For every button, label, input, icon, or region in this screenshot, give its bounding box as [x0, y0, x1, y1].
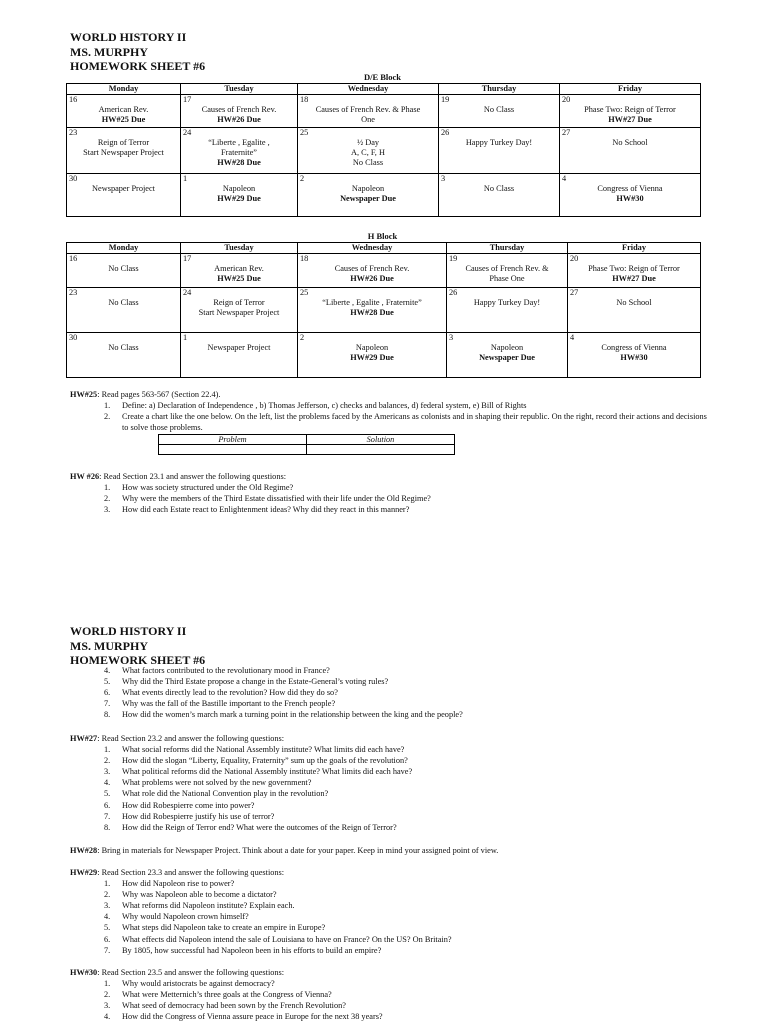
de-day-header-monday: Monday: [67, 84, 181, 95]
question-number: 4.: [104, 778, 111, 788]
question-number: 3.: [104, 901, 111, 911]
date-number: 26: [449, 288, 458, 297]
cell-text: American Rev.: [214, 264, 264, 273]
cell-text: Fraternite”: [221, 148, 257, 157]
hw30-question-4: [70, 1011, 710, 1022]
de-day-cell-3: [439, 174, 560, 217]
hw25-question-1: [70, 400, 710, 411]
hw29-question-2: [70, 889, 710, 900]
due-label: HW#26 Due: [350, 274, 394, 283]
h-day-header-tuesday: Tuesday: [181, 243, 298, 254]
question-text: What reforms did Napoleon institute? Explain each.: [122, 901, 295, 911]
hw26-question-7: [70, 698, 710, 709]
question-text: What problems were not solved by the new government?: [122, 778, 312, 788]
de-day-header-tuesday: Tuesday: [181, 84, 298, 95]
due-label: HW#28 Due: [350, 308, 394, 317]
hw29-list: [70, 878, 710, 956]
date-number: 2: [300, 174, 305, 183]
question-number: 3.: [104, 767, 111, 777]
cell-text: No Class: [108, 264, 139, 273]
date-number: 16: [69, 95, 78, 104]
h-day-cell-16: [67, 254, 181, 288]
date-number: 24: [183, 288, 192, 297]
hw30-question-2: [70, 989, 710, 1000]
question-number: 7.: [104, 945, 111, 955]
header-bottom: [70, 624, 205, 668]
question-text: How was society structured under the Old Regime?: [122, 483, 294, 493]
hw25-instructions: : Read pages 563-567 (Section 22.4).: [97, 390, 221, 399]
solution-header: Solution: [307, 435, 455, 445]
h-day-header-monday: Monday: [67, 243, 181, 254]
cell-text: ½ Day: [356, 138, 380, 147]
de-day-cell-20: [560, 95, 701, 128]
de-day-cell-1: [181, 174, 298, 217]
cell-text: Happy Turkey Day!: [473, 298, 541, 307]
question-text: What steps did Napoleon take to create an empire in Europe?: [122, 923, 326, 933]
due-label: HW#29 Due: [350, 353, 394, 362]
h-day-header-friday: Friday: [568, 243, 701, 254]
cell-text: No Class: [483, 105, 515, 114]
due-label: HW#25 Due: [217, 274, 261, 283]
question-text: What effects did Napoleon intend the sale of Louisiana to have on France? On the US? On Britain?: [122, 934, 452, 944]
hw26-question-4: [70, 665, 710, 676]
hw27-list: [70, 744, 710, 833]
hw30-list: [70, 978, 710, 1022]
due-label: HW#25 Due: [101, 115, 146, 124]
hw26-question-8: [70, 709, 710, 720]
hw30-label: HW#30: [70, 968, 98, 977]
question-number: 5.: [104, 677, 111, 687]
due-label: HW#27 Due: [612, 274, 656, 283]
question-number: 4.: [104, 912, 111, 922]
question-number: 2.: [104, 412, 111, 422]
question-text: Why were the members of the Third Estate dissatisfied with their life under the Old Regime?: [122, 494, 431, 504]
de-block-title: D/E Block: [363, 72, 402, 82]
hw29-label: HW#29: [70, 868, 98, 877]
question-number: 4.: [104, 1012, 111, 1022]
question-text: How did Napoleon rise to power?: [122, 879, 235, 889]
sheet-title: HOMEWORK SHEET #6: [70, 59, 206, 73]
date-number: 1: [183, 174, 188, 183]
cell-text: No Class: [352, 158, 384, 167]
date-number: 25: [300, 288, 309, 297]
teacher-name: MS. MURPHY: [70, 44, 148, 59]
hw27-question-5: [70, 788, 710, 799]
question-text: Why was Napoleon able to become a dictator?: [122, 890, 277, 900]
question-number: 1.: [104, 745, 111, 755]
de-day-header-wednesday: Wednesday: [298, 84, 439, 95]
cell-text: “Liberte , Egalite ,: [208, 138, 270, 147]
cell-text: Napoleon: [355, 343, 389, 352]
cell-text: Causes of French Rev. &: [465, 264, 549, 273]
question-number: 1.: [104, 483, 111, 493]
de-block-calendar: [66, 83, 701, 217]
hw26-continued-list: [70, 665, 710, 720]
de-day-cell-24: [181, 128, 298, 174]
date-number: 24: [183, 128, 192, 137]
cell-text: Causes of French Rev.: [201, 105, 277, 114]
question-text: What political reforms did the National Assembly institute? What limits did each have?: [122, 767, 413, 777]
h-day-cell-27: [568, 288, 701, 333]
sheet-title-2: HOMEWORK SHEET #6: [70, 653, 206, 667]
question-number: 2.: [104, 494, 111, 504]
de-day-cell-16: [67, 95, 181, 128]
question-text: What events directly lead to the revolution? How did they do so?: [122, 688, 338, 698]
hw25-question-2: [70, 411, 710, 433]
due-label: HW#28 Due: [217, 158, 261, 167]
date-number: 23: [69, 288, 78, 297]
hw27-question-6: [70, 800, 710, 811]
problem-solution-chart: [158, 434, 455, 455]
question-text: How did the slogan “Liberty, Equality, Fraternity” sum up the goals of the revolution?: [122, 756, 408, 766]
due-label: HW#29 Due: [217, 194, 261, 203]
hw30-instructions: : Read Section 23.5 and answer the following questions:: [97, 968, 285, 977]
cell-text: Start Newspaper Project: [198, 308, 280, 317]
header-top: [70, 30, 205, 74]
hw29-question-4: [70, 911, 710, 922]
de-day-cell-30: [67, 174, 181, 217]
h-day-header-thursday: Thursday: [447, 243, 568, 254]
cell-text: No School: [616, 298, 652, 307]
date-number: 3: [449, 333, 454, 342]
hw29-question-5: [70, 922, 710, 933]
de-day-cell-4: [560, 174, 701, 217]
de-day-cell-19: [439, 95, 560, 128]
problem-cell: [159, 445, 307, 455]
cell-text: A, C, F, H: [351, 148, 385, 157]
h-day-cell-19: [447, 254, 568, 288]
due-label: HW#30: [620, 353, 648, 362]
question-text: What social reforms did the National Assembly institute? What limits did each have?: [122, 745, 405, 755]
cell-text: One: [361, 115, 375, 124]
date-number: 30: [69, 333, 78, 342]
hw29-question-6: [70, 934, 710, 945]
problem-header: Problem: [159, 435, 307, 445]
question-number: 6.: [104, 688, 111, 698]
question-number: 7.: [104, 811, 111, 821]
hw25-section: [70, 389, 710, 433]
h-day-cell-20: [568, 254, 701, 288]
question-number: 2.: [104, 990, 111, 1000]
hw28-label: HW#28: [70, 846, 98, 855]
hw26-instructions: : Read Section 23.1 and answer the following questions:: [99, 472, 287, 481]
question-text: Why would Napoleon crown himself?: [122, 912, 249, 922]
question-text: How did the Reign of Terror end? What were the outcomes of the Reign of Terror?: [122, 822, 397, 832]
hw25-label: HW#25: [70, 390, 98, 399]
question-text: How did Robespierre justify his use of terror?: [122, 811, 275, 821]
hw30-section: [70, 967, 710, 1022]
hw27-question-7: [70, 811, 710, 822]
hw26-section: [70, 471, 710, 515]
date-number: 4: [562, 174, 567, 183]
date-number: 4: [570, 333, 575, 342]
hw27-section: [70, 733, 710, 833]
question-number: 4.: [104, 666, 111, 675]
h-day-cell-3: [447, 333, 568, 378]
cell-text: No Class: [483, 184, 515, 193]
hw27-question-4: [70, 777, 710, 788]
question-text: By 1805, how successful had Napoleon been in his efforts to build an empire?: [122, 945, 382, 955]
hw30-question-1: [70, 978, 710, 989]
hw27-question-8: [70, 822, 710, 833]
date-number: 17: [183, 254, 192, 263]
date-number: 16: [69, 254, 78, 263]
question-number: 5.: [104, 923, 111, 933]
date-number: 30: [69, 174, 78, 183]
question-number: 1.: [104, 979, 111, 989]
date-number: 25: [300, 128, 309, 137]
question-number: 6.: [104, 800, 111, 810]
date-number: 18: [300, 254, 309, 263]
cell-text: Napoleon: [222, 184, 256, 193]
question-number: 6.: [104, 934, 111, 944]
question-text: Why was the fall of the Bastille important to the French people?: [122, 699, 336, 709]
de-day-cell-17: [181, 95, 298, 128]
question-number: 1.: [104, 401, 111, 411]
question-number: 3.: [104, 505, 111, 515]
hw29-question-3: [70, 900, 710, 911]
question-text: Why would aristocrats be against democracy?: [122, 979, 275, 989]
due-label: HW#27 Due: [608, 115, 652, 124]
due-label: HW#26 Due: [217, 115, 261, 124]
date-number: 27: [570, 288, 579, 297]
cell-text: “Liberte , Egalite , Fraternite”: [322, 298, 422, 307]
de-day-cell-23: [67, 128, 181, 174]
de-day-cell-2: [298, 174, 439, 217]
solution-cell: [307, 445, 455, 455]
h-block-title: H Block: [367, 231, 398, 241]
question-number: 5.: [104, 789, 111, 799]
h-block-calendar: [66, 242, 701, 378]
h-day-cell-2: [298, 333, 447, 378]
question-text: What factors contributed to the revolutionary mood in France?: [122, 666, 330, 675]
date-number: 20: [570, 254, 579, 263]
hw26-question-6: [70, 687, 710, 698]
de-day-cell-25: [298, 128, 439, 174]
cell-text: Reign of Terror: [213, 298, 265, 307]
h-day-cell-25: [298, 288, 447, 333]
cell-text: American Rev.: [98, 105, 149, 114]
hw26-question-3: [70, 504, 710, 515]
hw27-question-2: [70, 755, 710, 766]
question-text: What were Metternich’s three goals at the Congress of Vienna?: [122, 990, 332, 1000]
de-day-header-friday: Friday: [560, 84, 701, 95]
hw27-question-1: [70, 744, 710, 755]
date-number: 20: [562, 95, 571, 104]
hw26-continued: [70, 665, 710, 720]
due-label: Newspaper Due: [479, 353, 535, 362]
cell-text: Newspaper Project: [207, 343, 271, 352]
question-number: 2.: [104, 756, 111, 766]
cell-text: Napoleon: [351, 184, 385, 193]
h-day-cell-24: [181, 288, 298, 333]
question-text: Define: a) Declaration of Independence , b) Thomas Jefferson, c) checks and balances, d) federal system, e) Bill of Rights: [122, 401, 527, 411]
teacher-name-2: MS. MURPHY: [70, 638, 148, 653]
course-title-2: WORLD HISTORY II: [70, 624, 187, 638]
date-number: 18: [300, 95, 309, 104]
question-text: Create a chart like the one below. On the left, list the problems faced by the Americans as colonists and in shaping their republic. On the right, record their actions and decisions to solve those problems.: [122, 412, 707, 433]
hw29-section: [70, 867, 710, 956]
question-text: How did Robespierre come into power?: [122, 800, 255, 810]
due-label: HW#30: [616, 194, 644, 203]
cell-text: Causes of French Rev.: [334, 264, 410, 273]
cell-text: Newspaper Project: [92, 184, 155, 193]
cell-text: No Class: [108, 343, 139, 352]
date-number: 19: [449, 254, 458, 263]
hw27-instructions: : Read Section 23.2 and answer the following questions:: [97, 734, 285, 743]
cell-text: Phase Two: Reign of Terror: [588, 264, 680, 273]
hw29-question-1: [70, 878, 710, 889]
question-text: What seed of democracy had been sown by the French Revolution?: [122, 1001, 346, 1011]
h-day-cell-17: [181, 254, 298, 288]
de-day-header-thursday: Thursday: [439, 84, 560, 95]
date-number: 2: [300, 333, 305, 342]
cell-text: Napoleon: [490, 343, 524, 352]
h-day-cell-26: [447, 288, 568, 333]
cell-text: No Class: [108, 298, 139, 307]
hw29-instructions: : Read Section 23.3 and answer the following questions:: [97, 868, 285, 877]
cell-text: Congress of Vienna: [601, 343, 667, 352]
cell-text: Congress of Vienna: [597, 184, 663, 193]
question-text: Why did the Third Estate propose a change in the Estate-General’s voting rules?: [122, 677, 389, 687]
due-label: Newspaper Due: [340, 194, 396, 203]
h-day-cell-23: [67, 288, 181, 333]
hw27-label: HW#27: [70, 734, 98, 743]
cell-text: Causes of French Rev. & Phase: [315, 105, 421, 114]
cell-text: Reign of Terror: [97, 138, 150, 147]
hw30-question-3: [70, 1000, 710, 1011]
question-number: 8.: [104, 710, 111, 720]
question-number: 7.: [104, 699, 111, 709]
question-text: How did each Estate react to Enlightenment ideas? Why did they react in this manner?: [122, 505, 410, 515]
date-number: 26: [441, 128, 450, 137]
h-day-cell-4: [568, 333, 701, 378]
hw27-question-3: [70, 766, 710, 777]
hw26-question-5: [70, 676, 710, 687]
cell-text: Start Newspaper Project: [83, 148, 164, 157]
hw26-question-1: [70, 482, 710, 493]
cell-text: Happy Turkey Day!: [465, 138, 533, 147]
question-number: 1.: [104, 879, 111, 889]
h-day-cell-1: [181, 333, 298, 378]
hw28-instructions: : Bring in materials for Newspaper Project. Think about a date for your paper. Keep in mind your assigned point of view.: [97, 846, 499, 855]
question-number: 3.: [104, 1001, 111, 1011]
date-number: 3: [441, 174, 446, 183]
date-number: 23: [69, 128, 78, 137]
h-day-cell-30: [67, 333, 181, 378]
question-text: How did the Congress of Vienna assure peace in Europe for the next 38 years?: [122, 1012, 383, 1022]
h-day-cell-18: [298, 254, 447, 288]
de-day-cell-18: [298, 95, 439, 128]
de-day-cell-26: [439, 128, 560, 174]
course-title: WORLD HISTORY II: [70, 30, 187, 44]
question-text: How did the women’s march mark a turning point in the relationship between the king and the people?: [122, 710, 463, 720]
date-number: 17: [183, 95, 192, 104]
de-day-cell-27: [560, 128, 701, 174]
hw25-list: [70, 400, 710, 433]
cell-text: Phase One: [489, 274, 525, 283]
hw26-label: HW #26: [70, 472, 100, 481]
cell-text: No School: [612, 138, 648, 147]
date-number: 27: [562, 128, 571, 137]
question-number: 8.: [104, 822, 111, 832]
question-text: What role did the National Convention play in the revolution?: [122, 789, 329, 799]
hw26-question-2: [70, 493, 710, 504]
hw29-question-7: [70, 945, 710, 956]
hw26-list: [70, 482, 710, 515]
cell-text: Phase Two: Reign of Terror: [584, 105, 676, 114]
hw28-section: [70, 845, 710, 856]
date-number: 1: [183, 333, 188, 342]
date-number: 19: [441, 95, 450, 104]
question-number: 2.: [104, 890, 111, 900]
h-day-header-wednesday: Wednesday: [298, 243, 447, 254]
